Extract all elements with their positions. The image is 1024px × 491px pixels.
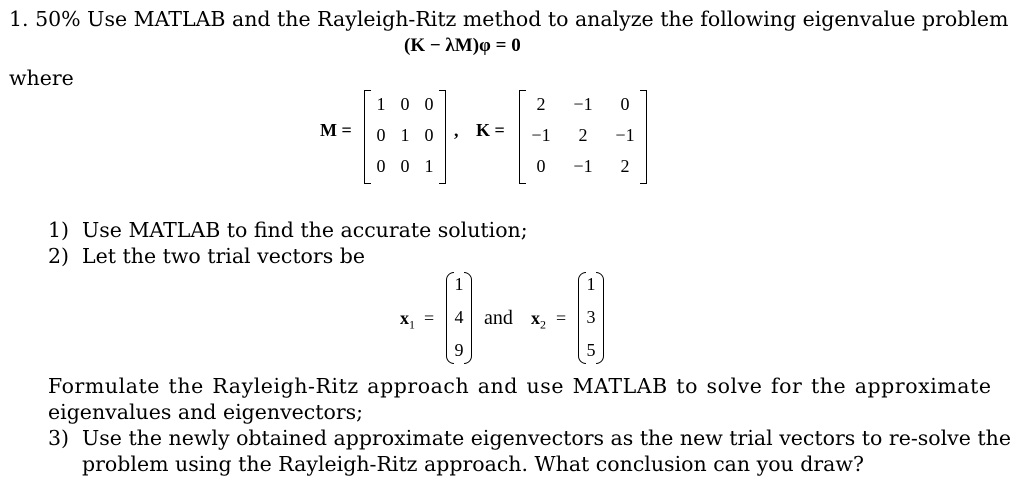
matrix-m-cell: 0: [376, 125, 386, 145]
vector-entry: 9: [454, 340, 464, 360]
vector-entry: 1: [454, 274, 464, 294]
matrix-m-cell: 0: [424, 94, 434, 114]
vector-entry: 4: [454, 307, 464, 327]
matrix-m-cell: 1: [376, 94, 386, 114]
matrix-k-cell: 2: [578, 125, 588, 145]
x1-equals: =: [424, 308, 435, 328]
matrix-k-cell: 0: [536, 156, 546, 176]
list-item-text: Let the two trial vectors be: [82, 244, 365, 268]
eigen-equation: (K − λM)φ = 0: [404, 35, 521, 56]
formulate-line-1: Formulate the Rayleigh-Ritz approach and use MATLAB to solve for the approximate: [48, 374, 992, 398]
matrix-k-cell: −1: [531, 125, 551, 145]
matrix-m-cell: 0: [400, 94, 410, 114]
x2-label: $x_2$: [531, 308, 546, 332]
x1-label: $x_1$: [400, 308, 415, 332]
matrix-m-cell: 0: [400, 156, 410, 176]
x1-subscript: 1: [409, 317, 415, 332]
matrix-k: [519, 90, 647, 184]
x2-subscript: 2: [540, 317, 546, 332]
trial-vector-x1: [448, 272, 470, 364]
where-label: where: [9, 66, 74, 90]
list-item-1: [48, 218, 528, 242]
list-item-text: Use the newly obtained approximate eigenvectors as the new trial vectors to re-solve the: [82, 426, 1011, 450]
and-word: and: [484, 307, 513, 329]
list-item-number: 2): [48, 244, 70, 268]
vector-entry: 1: [586, 274, 596, 294]
list-item-3-continued: problem using the Rayleigh-Ritz approach. What conclusion can you draw?: [82, 452, 864, 476]
matrix-k-cell: 2: [620, 156, 630, 176]
matrix-k-label: K =: [476, 120, 505, 140]
formulate-line-2: eigenvalues and eigenvectors;: [48, 400, 364, 424]
vector-entry: 5: [586, 340, 596, 360]
matrix-m-cell: 1: [400, 125, 410, 145]
trial-vector-x2: [580, 272, 602, 364]
matrix-k-cell: −1: [573, 94, 593, 114]
list-item-text: Use MATLAB to find the accurate solution;: [82, 218, 528, 242]
matrix-m-cell: 1: [424, 156, 434, 176]
matrix-m: [364, 90, 446, 184]
matrix-k-cell: 0: [620, 94, 630, 114]
x2-equals: =: [556, 308, 567, 328]
list-item-number: 1): [48, 218, 70, 242]
matrix-m-label: M =: [320, 120, 352, 140]
matrix-k-cell: 2: [536, 94, 546, 114]
matrix-separator: ,: [454, 120, 459, 140]
vector-entry: 3: [586, 307, 596, 327]
problem-number: 1.: [9, 7, 29, 31]
matrix-k-cell: −1: [573, 156, 593, 176]
list-item-number: 3): [48, 426, 70, 450]
matrix-m-cell: 0: [424, 125, 434, 145]
list-item-3: [48, 426, 1011, 450]
matrix-m-cell: 0: [376, 156, 386, 176]
problem-statement: 50% Use MATLAB and the Rayleigh-Ritz method to analyze the following eigenvalue problem: [35, 7, 1009, 31]
list-item-2: [48, 244, 365, 268]
matrix-k-cell: −1: [615, 125, 635, 145]
problem-heading: [9, 7, 1008, 31]
